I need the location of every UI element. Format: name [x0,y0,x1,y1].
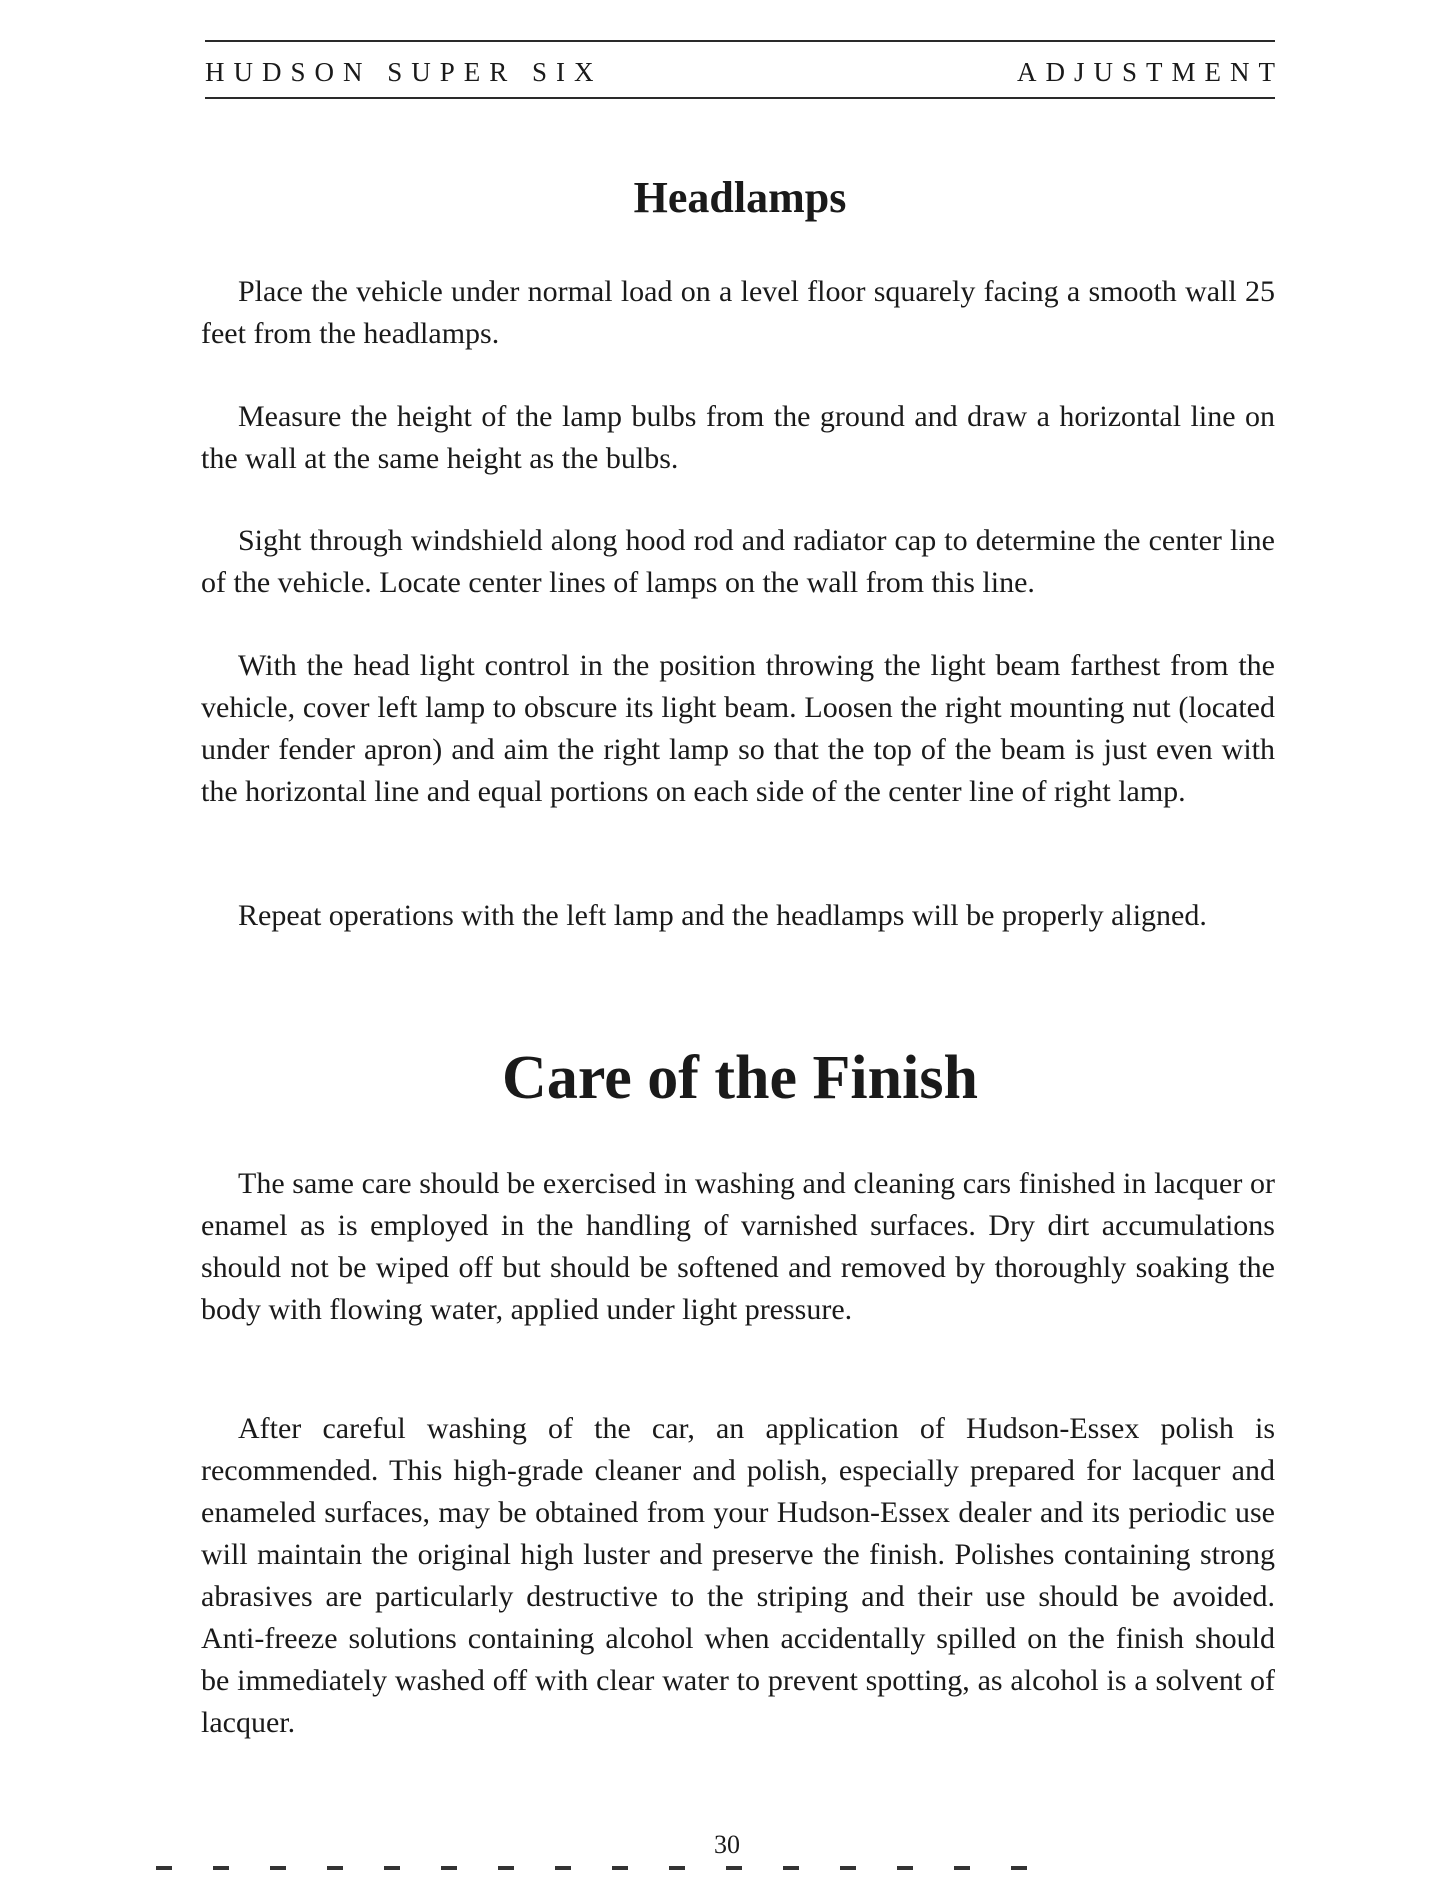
running-head [205,54,1284,90]
running-head-title: HUDSON SUPER SIX [205,57,603,87]
headlamps-paragraph: With the head light control in the position throwing the light beam farthest from the vehicle, cover left lamp to obscure its light beam. Loosen the right mounting nut (located under fender apron) and aim the right lamp so that the top of the beam is just even with the horizontal line and equal portions on each side of the center line of right lamp. [201,649,1275,808]
page-number: 30 [714,1830,740,1859]
header-rule-bottom [205,97,1275,99]
headlamps-paragraph: Place the vehicle under normal load on a level floor squarely facing a smooth wall 25 feet from the headlamps. [201,275,1275,350]
finish-paragraph: The same care should be exercised in washing and cleaning cars finished in lacquer or enamel as is employed in the handling of varnished surfaces. Dry dirt accumulations should not be wiped off but should be softened and removed by thoroughly soaking the body with flowing water, applied under light pressure. [201,1167,1275,1326]
header-rule-top [205,40,1275,42]
headlamps-paragraph: Repeat operations with the left lamp and the headlamps will be properly aligned. [238,899,1207,932]
scan-dash-line [156,1866,1036,1870]
headlamps-paragraph: Sight through windshield along hood rod and radiator cap to determine the center line of the vehicle. Locate center lines of lamps on the wall from this line. [201,524,1275,599]
headlamps-heading: Headlamps [633,173,847,222]
headlamps-paragraph: Measure the height of the lamp bulbs from the ground and draw a horizontal line on the wall at the same height as the bulbs. [201,400,1275,475]
running-head-section: ADJUSTMENT [1016,57,1284,87]
care-of-finish-heading: Care of the Finish [502,1044,978,1112]
finish-paragraph: After careful washing of the car, an application of Hudson-Essex polish is recommended. This high-grade cleaner and polish, especially prepared for lacquer and enameled surfaces, may be obtained from your Hudson-Essex dealer and its periodic use will maintain the original high luster and preserve the finish. Polishes containing strong abrasives are particularly destructive to the striping and their use should be avoided. Anti-freeze solutions containing alcohol when accidentally spilled on the finish should be immediately washed off with clear water to prevent spotting, as alcohol is a solvent of lacquer. [201,1412,1275,1739]
